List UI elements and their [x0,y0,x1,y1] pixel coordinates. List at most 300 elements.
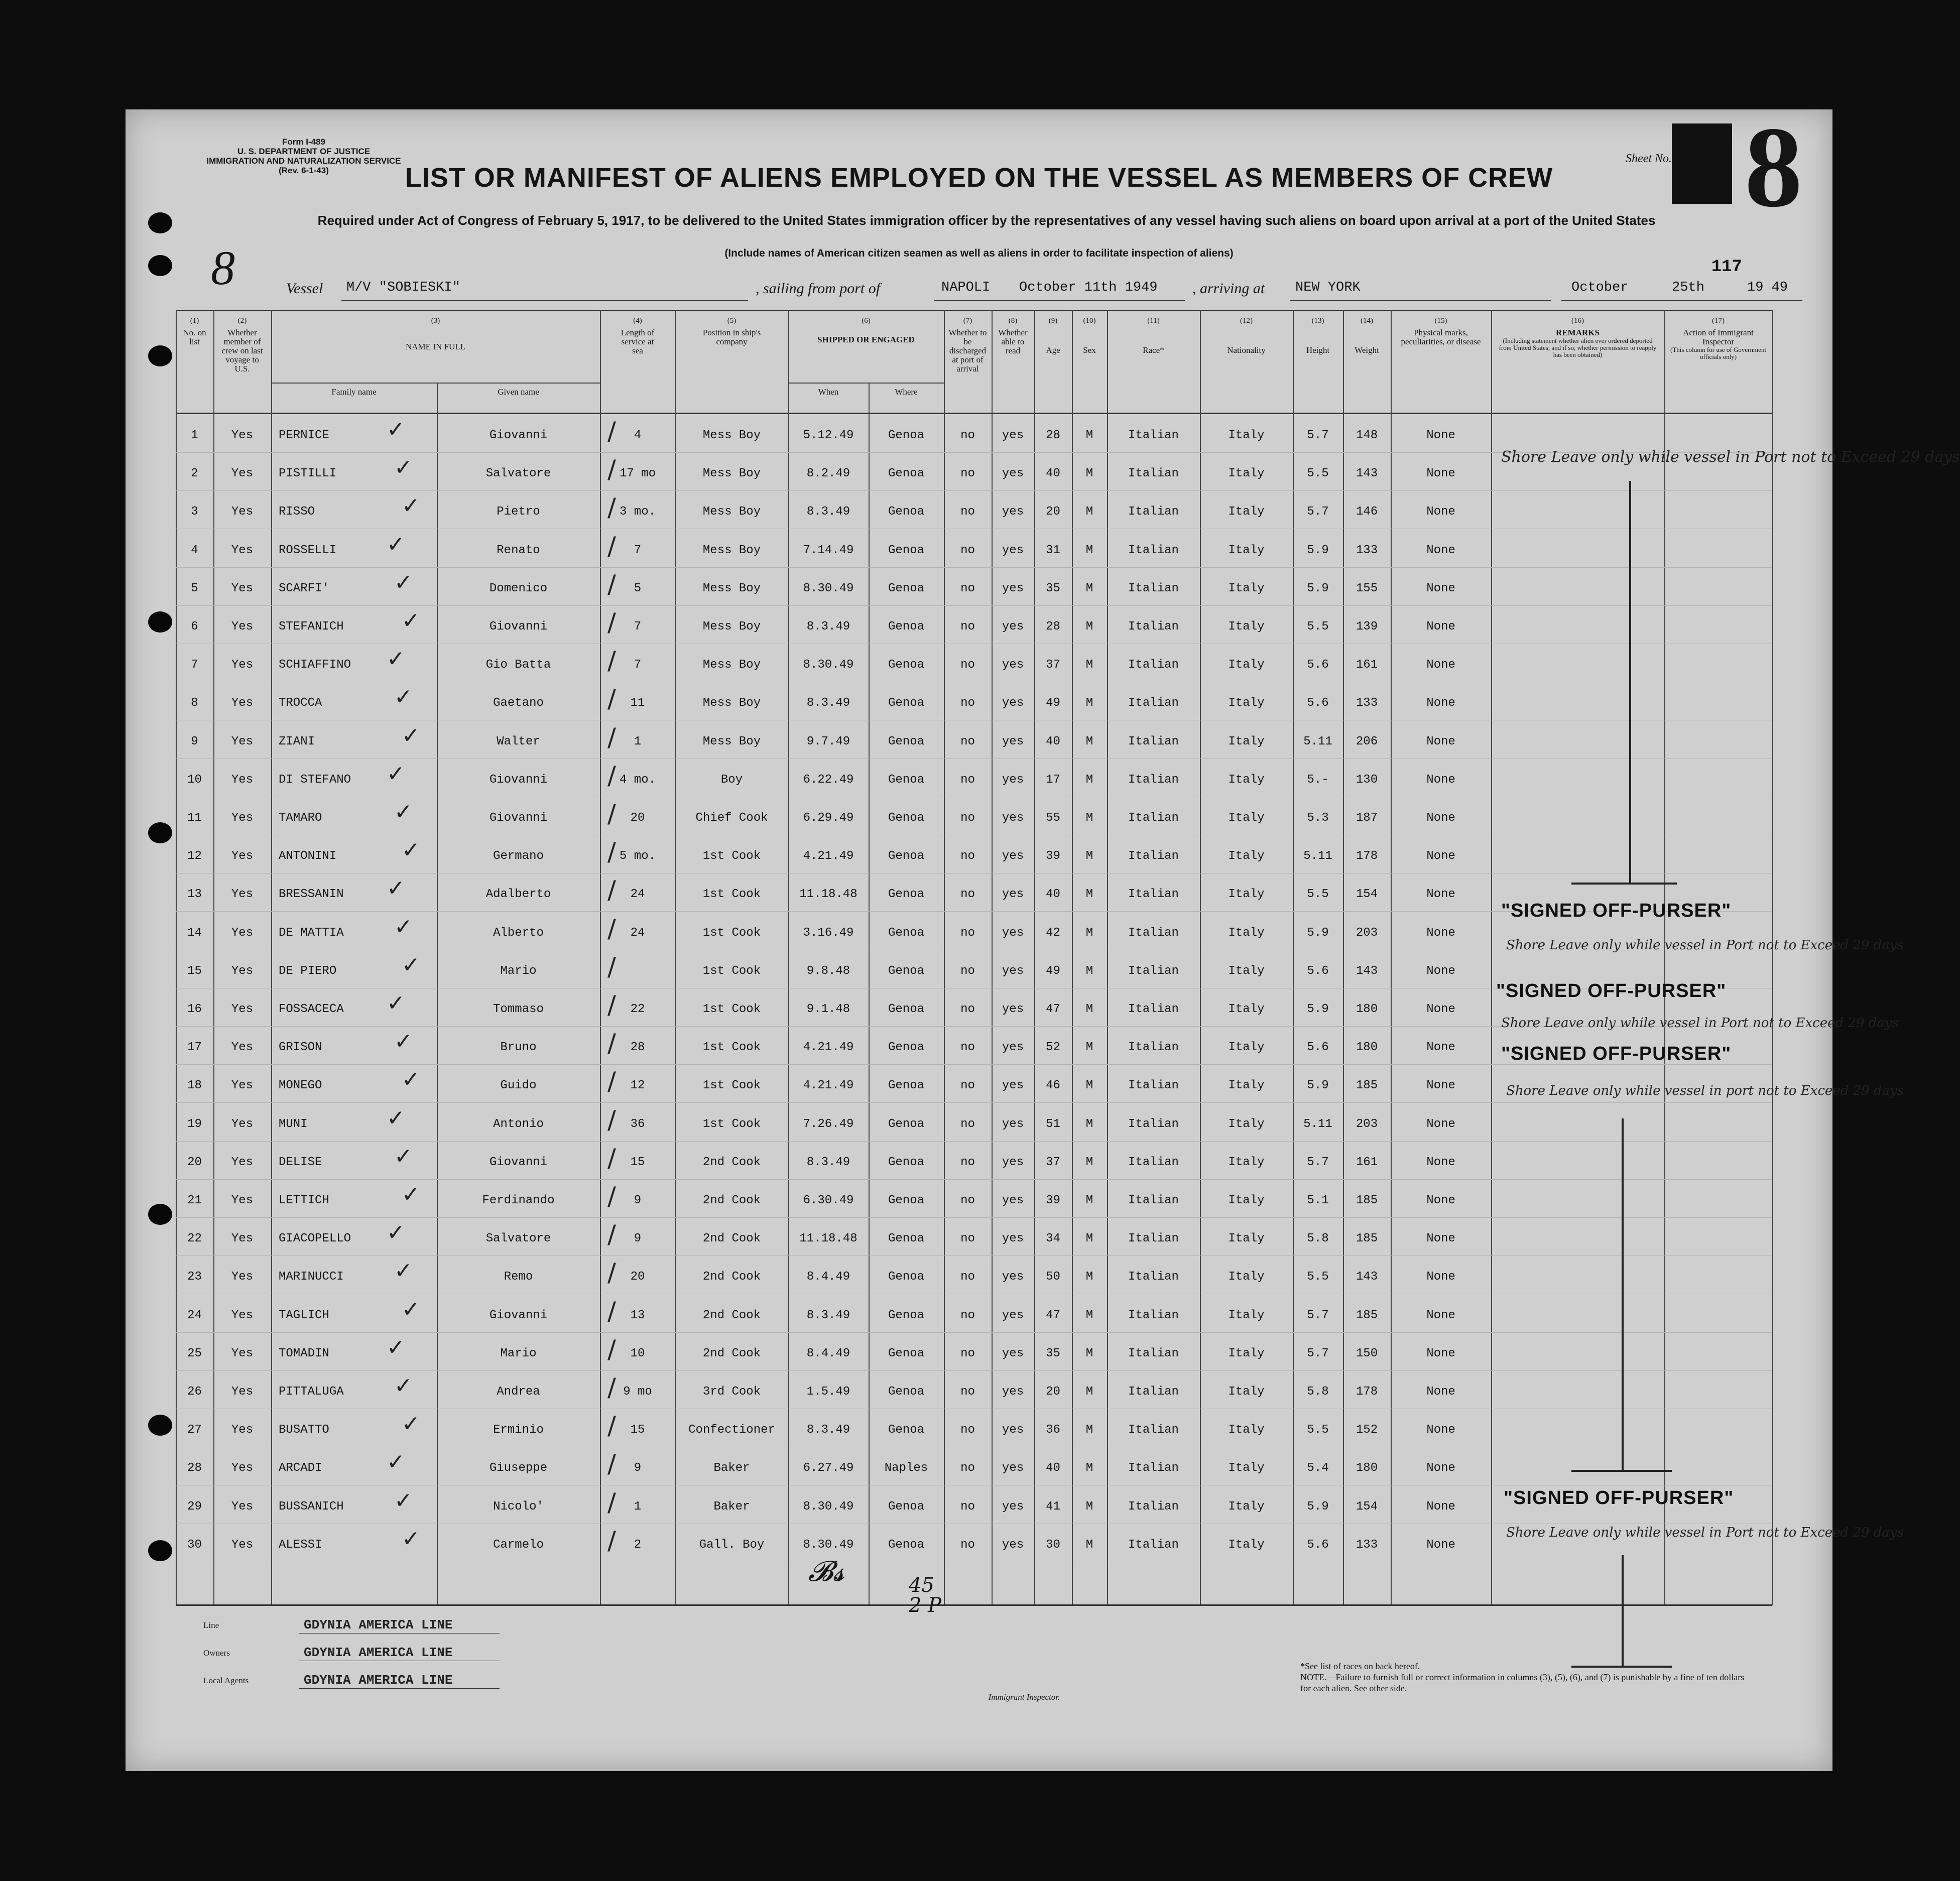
cell-age: 30 [1046,1538,1060,1552]
table-row [176,1333,1772,1371]
cell-family: TOMADIN [279,1346,329,1360]
cell-age: 40 [1046,1461,1060,1475]
cell-position: Confectioner [688,1423,775,1437]
cell-service: 9 [634,1194,642,1207]
cell-position: 1st Cook [702,964,761,978]
checkmark-icon: ✓ [394,1029,413,1055]
cell-service: 22 [630,1002,645,1016]
sheet-number: 8 [1745,103,1802,231]
cell-sex: M [1085,888,1093,902]
cell-family: PISTILLI [279,467,337,481]
cell-race: Italian [1128,467,1179,481]
cell-where: Genoa [888,1079,924,1093]
checkmark-icon: ✓ [402,722,420,748]
cell-height: 5.9 [1307,1079,1329,1093]
cell-read: yes [1002,1002,1024,1016]
cell-last: Yes [231,1079,254,1093]
cell-family: MUNI [279,1117,308,1131]
cell-read: yes [1002,581,1024,595]
cell-read: yes [1002,1499,1024,1514]
cell-where: Genoa [888,1499,924,1514]
cell-height: 5.4 [1307,1461,1329,1475]
checkmark-icon: ✓ [402,1526,420,1552]
cell-discharged: no [960,543,975,557]
cell-height: 5.8 [1307,1385,1329,1399]
cell-given: Tommaso [493,1002,544,1016]
cell-weight: 185 [1356,1232,1378,1246]
cell-discharged: no [960,926,975,940]
cell-race: Italian [1128,1117,1179,1131]
cell-given: Gaetano [493,696,544,710]
cell-no: 15 [187,964,202,978]
checkmark-icon: ✓ [387,761,405,787]
cell-where: Genoa [888,620,924,634]
footer-note: *See list of races on back hereof. NOTE.—Failure to furnish full or correct information in columns (3), (5), (6), and (7) is punishable by a fine of ten dollars for each alien. See other side. [1300,1661,1745,1693]
cell-nationality: Italy [1228,1270,1265,1284]
header-where: Where [895,387,918,397]
cell-when: 8.4.49 [806,1270,850,1284]
tick-mark-icon: / [607,875,616,905]
cell-weight: 143 [1356,964,1378,978]
cell-nationality: Italy [1228,849,1265,863]
cell-weight: 180 [1356,1002,1378,1016]
cell-family: PITTALUGA [279,1385,344,1399]
checkmark-icon: ✓ [394,1143,413,1169]
cell-no: 5 [191,581,198,595]
cell-when: 11.18.48 [799,888,858,902]
cell-when: 7.14.49 [803,543,854,557]
cell-no: 12 [187,849,202,863]
cell-age: 55 [1046,811,1060,825]
cell-discharged: no [960,658,975,672]
table-row [176,759,1772,797]
cell-height: 5.1 [1307,1194,1329,1207]
cell-no: 30 [187,1538,202,1552]
cell-service: 2 [634,1538,642,1552]
cell-marks: None [1426,964,1455,978]
cell-last: Yes [231,581,254,595]
binder-hole [148,345,172,366]
table-row [176,1142,1772,1180]
cell-given: Giovanni [489,1155,548,1169]
cell-marks: None [1426,1194,1455,1207]
cell-discharged: no [960,467,975,481]
cell-discharged: no [960,1194,975,1207]
tick-mark-icon: / [607,646,616,676]
cell-sex: M [1085,926,1093,940]
cell-given: Giovanni [489,1308,548,1322]
cell-last: Yes [231,1538,254,1552]
cell-marks: None [1426,658,1455,672]
cell-weight: 178 [1356,1385,1378,1399]
cell-where: Genoa [888,467,924,481]
cell-race: Italian [1128,429,1179,442]
checkmark-icon: ✓ [394,1373,413,1399]
cell-read: yes [1002,543,1024,557]
cell-read: yes [1002,734,1024,748]
checkmark-icon: ✓ [394,1258,413,1284]
cell-read: yes [1002,1155,1024,1169]
cell-weight: 161 [1356,1155,1378,1169]
cell-age: 52 [1046,1041,1060,1055]
cell-marks: None [1426,581,1455,595]
checkmark-icon: ✓ [387,531,405,557]
cell-discharged: no [960,696,975,710]
cell-height: 5.8 [1307,1232,1329,1246]
cell-race: Italian [1128,1079,1179,1093]
cell-given: Giovanni [489,773,548,787]
cell-service: 15 [630,1423,645,1437]
cell-discharged: no [960,1041,975,1055]
remark-shore-leave: Shore Leave only while vessel in Port not to Exceed 29 days [1506,1525,1904,1540]
cell-marks: None [1426,467,1455,481]
cell-last: Yes [231,1346,254,1360]
cell-where: Genoa [888,773,924,787]
cell-discharged: no [960,581,975,595]
cell-family: BRESSANIN [279,888,344,902]
cell-marks: None [1426,1385,1455,1399]
header-nationality: (12) Nationality [1227,317,1266,355]
cell-sex: M [1085,811,1093,825]
cell-discharged: no [960,1308,975,1322]
table-row [176,721,1772,759]
table-header [176,310,1772,414]
cell-position: 1st Cook [702,926,761,940]
arrival-port: NEW YORK [1295,280,1361,295]
cell-given: Giuseppe [489,1461,548,1475]
cell-weight: 185 [1356,1308,1378,1322]
cell-race: Italian [1128,1155,1179,1169]
cell-height: 5.7 [1307,1346,1329,1360]
cell-sex: M [1085,1155,1093,1169]
cell-nationality: Italy [1228,1346,1265,1360]
cell-position: Baker [713,1499,750,1514]
cell-service: 15 [630,1155,645,1169]
cell-given: Giovanni [489,811,548,825]
cell-nationality: Italy [1228,1041,1265,1055]
cell-no: 23 [187,1270,202,1284]
cell-weight: 185 [1356,1194,1378,1207]
cell-marks: None [1426,1346,1455,1360]
cell-service: 4 [634,429,642,442]
cell-when: 3.16.49 [803,926,854,940]
cell-discharged: no [960,1079,975,1093]
cell-nationality: Italy [1228,1308,1265,1322]
cell-read: yes [1002,811,1024,825]
cell-where: Genoa [888,811,924,825]
cell-marks: None [1426,1232,1455,1246]
cell-given: Domenico [489,581,548,595]
cell-when: 4.21.49 [803,1041,854,1055]
cell-sex: M [1085,734,1093,748]
cell-sex: M [1085,1270,1093,1284]
cell-no: 8 [191,696,198,710]
cell-sex: M [1085,1194,1093,1207]
tick-mark-icon: / [607,1296,616,1326]
cell-no: 14 [187,926,202,940]
cell-height: 5.5 [1307,467,1329,481]
form-line: U. S. DEPARTMENT OF JUSTICE [237,147,371,156]
cell-last: Yes [231,811,254,825]
cell-nationality: Italy [1228,1117,1265,1131]
header-when: When [818,387,839,397]
cell-nationality: Italy [1228,1499,1265,1514]
cell-where: Genoa [888,1346,924,1360]
cell-service: 4 mo. [619,773,656,787]
cell-where: Genoa [888,1041,924,1055]
cell-sex: M [1085,543,1093,557]
cell-marks: None [1426,1538,1455,1552]
cell-sex: M [1085,620,1093,634]
cell-read: yes [1002,1041,1024,1055]
cell-marks: None [1426,926,1455,940]
cell-when: 8.3.49 [806,620,850,634]
cell-last: Yes [231,1499,254,1514]
cell-read: yes [1002,1232,1024,1246]
checkmark-icon: ✓ [387,990,405,1016]
cell-position: Mess Boy [702,581,761,595]
cell-given: Pietro [497,505,540,519]
cell-weight: 154 [1356,1499,1378,1514]
cell-height: 5.9 [1307,543,1329,557]
cell-service: 9 [634,1232,642,1246]
cell-when: 6.27.49 [803,1461,854,1475]
cell-service: 7 [634,658,642,672]
cell-height: 5.11 [1303,734,1332,748]
cell-last: Yes [231,1423,254,1437]
cell-nationality: Italy [1228,1194,1265,1207]
cell-age: 49 [1046,696,1060,710]
vessel-line [286,280,1788,305]
cell-sex: M [1085,658,1093,672]
cell-where: Genoa [888,734,924,748]
cell-when: 6.29.49 [803,811,854,825]
cell-no: 24 [187,1308,202,1322]
cell-last: Yes [231,1117,254,1131]
cell-sex: M [1085,429,1093,442]
cell-nationality: Italy [1228,1002,1265,1016]
cell-family: DI STEFANO [279,773,351,787]
cell-height: 5.5 [1307,888,1329,902]
cell-service: 17 mo [619,467,656,481]
cell-age: 37 [1046,658,1060,672]
tick-mark-icon: / [607,417,616,446]
cell-marks: None [1426,734,1455,748]
cell-position: 1st Cook [702,849,761,863]
cell-position: 3rd Cook [702,1385,761,1399]
cell-marks: None [1426,696,1455,710]
agents-value: GDYNIA AMERICA LINE [304,1673,453,1688]
cell-family: PERNICE [279,429,329,442]
cell-family: TAGLICH [279,1308,329,1322]
cell-position: Mess Boy [702,696,761,710]
checkmark-icon: ✓ [394,684,413,710]
binder-hole [148,1540,172,1561]
cell-nationality: Italy [1228,926,1265,940]
cell-sex: M [1085,849,1093,863]
cell-given: Guido [500,1079,537,1093]
cell-height: 5.6 [1307,1538,1329,1552]
cell-family: DE PIERO [279,964,337,978]
cell-weight: 180 [1356,1041,1378,1055]
cell-sex: M [1085,1499,1093,1514]
cell-where: Genoa [888,1117,924,1131]
cell-when: 8.3.49 [806,1308,850,1322]
checkmark-icon: ✓ [402,1182,420,1207]
cell-no: 18 [187,1079,202,1093]
binder-hole [148,822,172,843]
cell-race: Italian [1128,543,1179,557]
cell-nationality: Italy [1228,1079,1265,1093]
cell-sex: M [1085,467,1093,481]
cell-race: Italian [1128,658,1179,672]
cell-sex: M [1085,1346,1093,1360]
tick-mark-icon: / [607,1411,616,1441]
header-sex: (10) Sex [1083,317,1096,355]
cell-where: Genoa [888,1155,924,1169]
cell-sex: M [1085,1461,1093,1475]
cell-position: Mess Boy [702,620,761,634]
cell-position: Mess Boy [702,734,761,748]
cell-race: Italian [1128,505,1179,519]
cell-race: Italian [1128,888,1179,902]
tick-mark-icon: / [607,569,616,599]
tick-mark-icon: / [607,493,616,523]
cell-weight: 133 [1356,1538,1378,1552]
cell-given: Giovanni [489,620,548,634]
cell-last: Yes [231,734,254,748]
cell-age: 35 [1046,1346,1060,1360]
table-row [176,415,1772,453]
cell-marks: None [1426,505,1455,519]
cell-when: 4.21.49 [803,1079,854,1093]
cell-no: 22 [187,1232,202,1246]
arriving-label: , arriving at [1192,280,1265,297]
cell-marks: None [1426,1270,1455,1284]
cell-race: Italian [1128,964,1179,978]
cell-height: 5.6 [1307,964,1329,978]
cell-position: Baker [713,1461,750,1475]
cell-family: SCHIAFFINO [279,658,351,672]
cell-family: DE MATTIA [279,926,344,940]
cell-weight: 130 [1356,773,1378,787]
cell-weight: 206 [1356,734,1378,748]
cell-race: Italian [1128,1461,1179,1475]
vessel-name: M/V "SOBIESKI" [346,280,460,295]
checkmark-icon: ✓ [402,493,420,519]
cell-position: Boy [720,773,743,787]
cell-discharged: no [960,1232,975,1246]
cell-no: 20 [187,1155,202,1169]
cell-weight: 143 [1356,467,1378,481]
cell-position: 1st Cook [702,1117,761,1131]
cell-no: 1 [191,429,198,442]
cell-sex: M [1085,964,1093,978]
cell-read: yes [1002,696,1024,710]
header-no: (1) No. on list [183,317,206,346]
cell-where: Genoa [888,658,924,672]
tick-mark-icon: / [607,1334,616,1364]
cell-given: Salvatore [485,1232,551,1246]
page-title: LIST OR MANIFEST OF ALIENS EMPLOYED ON THE VESSEL AS MEMBERS OF CREW [405,163,1553,193]
cell-age: 39 [1046,849,1060,863]
cell-discharged: no [960,429,975,442]
cell-given: Alberto [493,926,544,940]
cell-position: Gall. Boy [699,1538,765,1552]
header-inspector-action: (17) Action of Immigrant Inspector (This column for use of Government officials only) [1670,317,1766,360]
binder-hole [148,1204,172,1225]
tick-mark-icon: / [607,837,616,867]
checkmark-icon: ✓ [394,569,413,595]
table-row [176,682,1772,720]
cell-position: 1st Cook [702,1002,761,1016]
cell-height: 5.11 [1303,1117,1332,1131]
cell-age: 50 [1046,1270,1060,1284]
cell-service: 9 mo [623,1385,652,1399]
cell-when: 7.26.49 [803,1117,854,1131]
tick-mark-icon: / [607,990,616,1020]
cell-given: Nicolo' [493,1499,544,1514]
cell-read: yes [1002,888,1024,902]
cell-last: Yes [231,926,254,940]
cell-no: 6 [191,620,198,634]
header-weight: (14) Weight [1355,317,1379,355]
cell-discharged: no [960,1538,975,1552]
cell-where: Genoa [888,1423,924,1437]
cell-given: Ferdinando [482,1194,555,1207]
cell-when: 8.3.49 [806,696,850,710]
cell-age: 36 [1046,1423,1060,1437]
cell-family: SCARFI' [279,581,329,595]
cell-height: 5.6 [1307,1041,1329,1055]
cell-family: LETTICH [279,1194,329,1207]
cell-race: Italian [1128,1346,1179,1360]
cell-when: 6.30.49 [803,1194,854,1207]
cell-last: Yes [231,1002,254,1016]
cell-read: yes [1002,658,1024,672]
cell-discharged: no [960,964,975,978]
cell-marks: None [1426,1461,1455,1475]
cell-service: 1 [634,1499,642,1514]
cell-where: Genoa [888,1385,924,1399]
cell-race: Italian [1128,1308,1179,1322]
cell-height: 5.7 [1307,505,1329,519]
cell-nationality: Italy [1228,581,1265,595]
checkmark-icon: ✓ [402,1411,420,1437]
signed-off-stamp: "SIGNED OFF-PURSER" [1501,900,1732,921]
cell-where: Genoa [888,1308,924,1322]
cell-marks: None [1426,1423,1455,1437]
cell-read: yes [1002,429,1024,442]
cell-race: Italian [1128,1423,1179,1437]
form-line: Form I-489 [282,137,325,147]
cell-last: Yes [231,964,254,978]
inspector-signature: 𝓑𝓼 [808,1555,845,1588]
cell-sex: M [1085,773,1093,787]
agents-label: Local Agents [203,1676,249,1685]
cell-weight: 143 [1356,1270,1378,1284]
signed-off-stamp: "SIGNED OFF-PURSER" [1501,1043,1732,1064]
cell-given: Antonio [493,1117,544,1131]
remark-shore-leave: Shore Leave only while vessel in port not to Exceed 29 days [1506,1083,1904,1098]
header-position: (5) Position in ship's company [702,317,761,346]
cell-service: 20 [630,811,645,825]
cell-last: Yes [231,696,254,710]
checkmark-icon: ✓ [387,1449,405,1475]
cell-read: yes [1002,1385,1024,1399]
cell-read: yes [1002,1194,1024,1207]
cell-nationality: Italy [1228,1423,1265,1437]
